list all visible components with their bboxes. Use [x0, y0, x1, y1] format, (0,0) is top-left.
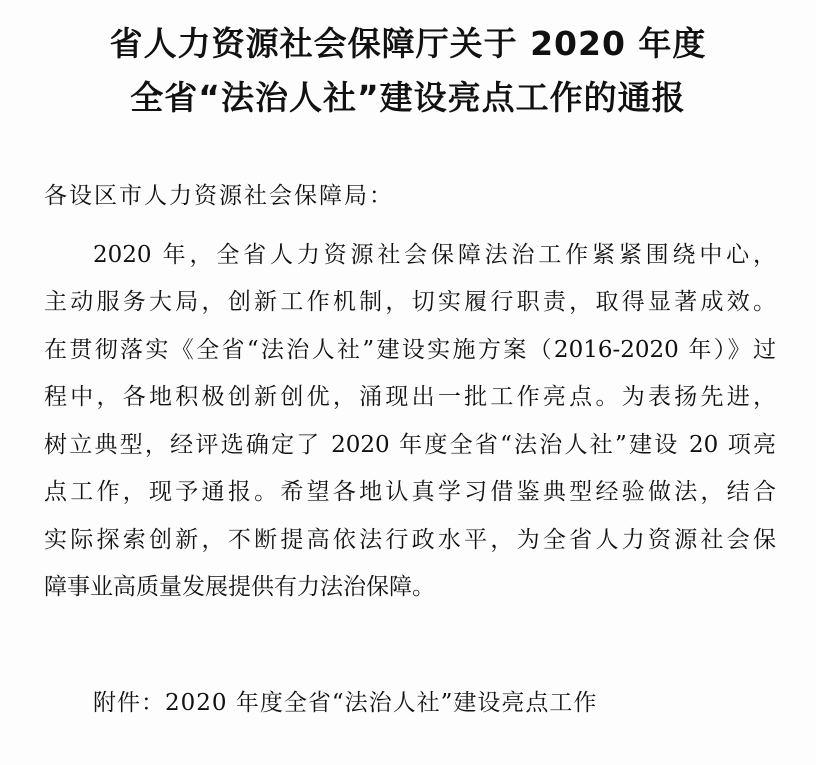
body-line-3: 在贯彻落实《全省“法治人社”建设实施方案（2016-2020 年）》过: [44, 337, 776, 363]
body-line-6: 点工作，现予通报。希望各地认真学习借鉴典型经验做法，结合: [44, 479, 776, 505]
attachment-line: 附件：2020 年度全省“法治人社”建设亮点工作: [93, 690, 598, 716]
document-title-line-1: 省人力资源社会保障厅关于 2020 年度: [109, 24, 707, 63]
body-line-8: 障事业高质量发展提供有力法治保障。: [44, 574, 435, 600]
body-line-4: 程中，各地积极创新创优，涌现出一批工作亮点。为表扬先进，: [44, 384, 776, 410]
body-line-1: 2020 年，全省人力资源社会保障法治工作紧紧围绕中心，: [93, 242, 776, 268]
salutation: 各设区市人力资源社会保障局：: [44, 183, 394, 209]
body-line-7: 实际探索创新，不断提高依法行政水平，为全省人力资源社会保: [44, 527, 776, 553]
body-line-2: 主动服务大局，创新工作机制，切实履行职责，取得显著成效。: [44, 289, 776, 315]
document-title-line-2: 全省“法治人社”建设亮点工作的通报: [130, 78, 686, 117]
body-line-5: 树立典型，经评选确定了 2020 年度全省“法治人社”建设 20 项亮: [44, 432, 776, 458]
